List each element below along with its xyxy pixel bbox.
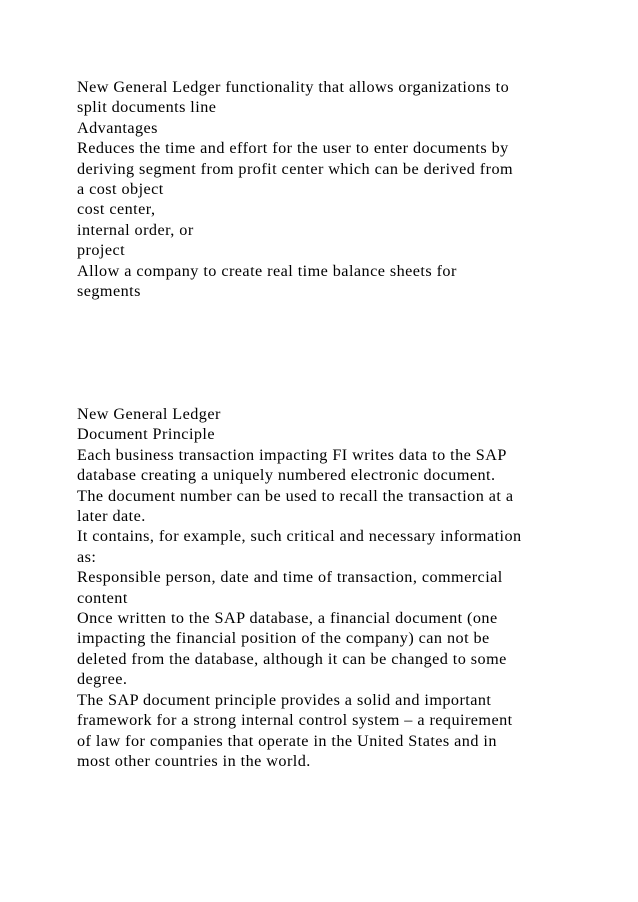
text-line: Allow a company to create real time balance sheets for [77,261,457,280]
text-line: New General Ledger [77,405,221,423]
text-line: deleted from the database, although it can be changed to some [77,649,507,668]
text-line: The document number can be used to recall the transaction at a [77,486,514,505]
text-line: degree. [77,670,128,689]
text-line: segments [77,282,141,301]
text-line: as: [77,547,97,566]
text-line: content [77,588,128,607]
text-line: The SAP document principle provides a solid and important [77,690,492,709]
text-line: most other countries in the world. [77,751,311,770]
section-1-text [77,77,577,301]
text-line: a cost object [77,180,164,199]
text-line: It contains, for example, such critical and necessary information [77,527,522,546]
text-line: project [77,241,126,260]
text-line: Document Principle [77,425,216,444]
text-line: later date. [77,507,146,526]
text-line: Advantages [77,118,158,137]
text-line: deriving segment from profit center which can be derived from [77,159,514,178]
text-line: Each business transaction impacting FI writes data to the SAP [77,445,507,464]
text-line: Once written to the SAP database, a financial document (one [77,609,498,628]
section-2-text [77,404,577,771]
text-line: Responsible person, date and time of transaction, commercial [77,568,503,587]
text-line: Reduces the time and effort for the user to enter documents by [77,139,509,158]
text-line: database creating a uniquely numbered electronic document. [77,466,496,485]
text-line: impacting the financial position of the company) can not be [77,629,490,648]
text-line: of law for companies that operate in the United States and in [77,731,497,750]
text-line: cost center, [77,200,156,219]
text-line: internal order, or [77,220,194,239]
text-line: split documents line [77,98,217,117]
text-line: framework for a strong internal control system – a requirement [77,711,513,730]
text-line: New General Ledger functionality that allows organizations to [77,78,510,96]
